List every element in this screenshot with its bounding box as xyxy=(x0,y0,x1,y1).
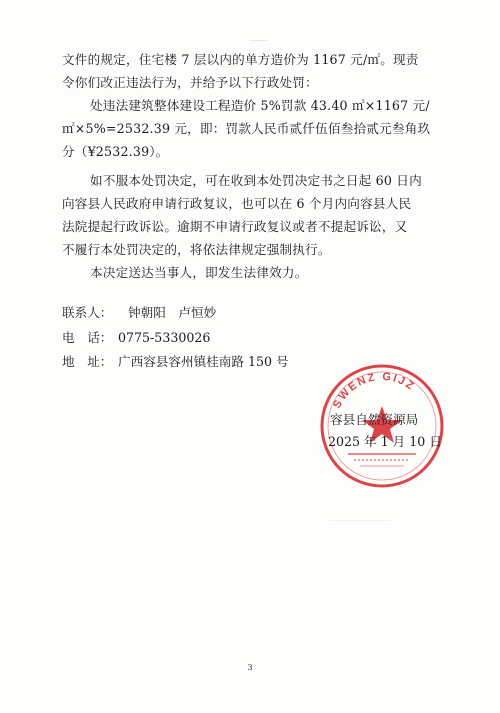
body-line-8: 法院提起行政诉讼。逾期不申请行政复议或者不提起诉讼，又 xyxy=(62,219,408,234)
phone-value: 0775-5330026 xyxy=(118,330,211,345)
body-line-6: 如不服本处罚决定，可在收到本处罚决定书之日起 60 日内 xyxy=(90,173,422,188)
issue-date: 2025 年 1 月 10 日 xyxy=(328,434,442,449)
phone-label: 电 话： xyxy=(62,330,113,345)
body-line-4: ㎡×5%=2532.39 元，即：罚款人民币贰仟伍佰叁拾贰元叁角玖 xyxy=(62,121,431,136)
address-value: 广西容县容州镇桂南路 150 号 xyxy=(118,354,289,369)
contact-person-value: 钟朝阳 卢恒妙 xyxy=(128,305,217,320)
contact-person-label: 联系人： xyxy=(62,305,113,320)
body-line-9: 不履行本处罚决定的，将依法律规定强制执行。 xyxy=(62,242,331,257)
page-number: 3 xyxy=(247,663,253,672)
issuing-authority: 容县自然资源局 xyxy=(330,412,419,427)
body-line-10: 本决定送达当事人，即发生法律效力。 xyxy=(90,265,308,280)
scan-artifact xyxy=(330,520,390,521)
body-line-3: 处违法建筑整体建设工程造价 5%罚款 43.40 ㎡×1167 元/ xyxy=(90,98,430,113)
address-label: 地 址： xyxy=(62,354,113,369)
scan-artifact xyxy=(250,40,268,41)
body-line-5: 分（¥2532.39）。 xyxy=(62,144,169,159)
svg-text:SWENZ GIJZ xyxy=(331,371,417,411)
body-line-1: 文件的规定，住宅楼 7 层以内的单方造价为 1167 元/㎡。现责 xyxy=(62,52,419,67)
seal-text: SWENZ GIJZ xyxy=(331,370,418,411)
body-line-2: 令你们改正违法行为，并给予以下行政处罚： xyxy=(62,75,318,90)
body-line-7: 向容县人民政府申请行政复议，也可以在 6 个月内向容县人民 xyxy=(62,196,412,211)
